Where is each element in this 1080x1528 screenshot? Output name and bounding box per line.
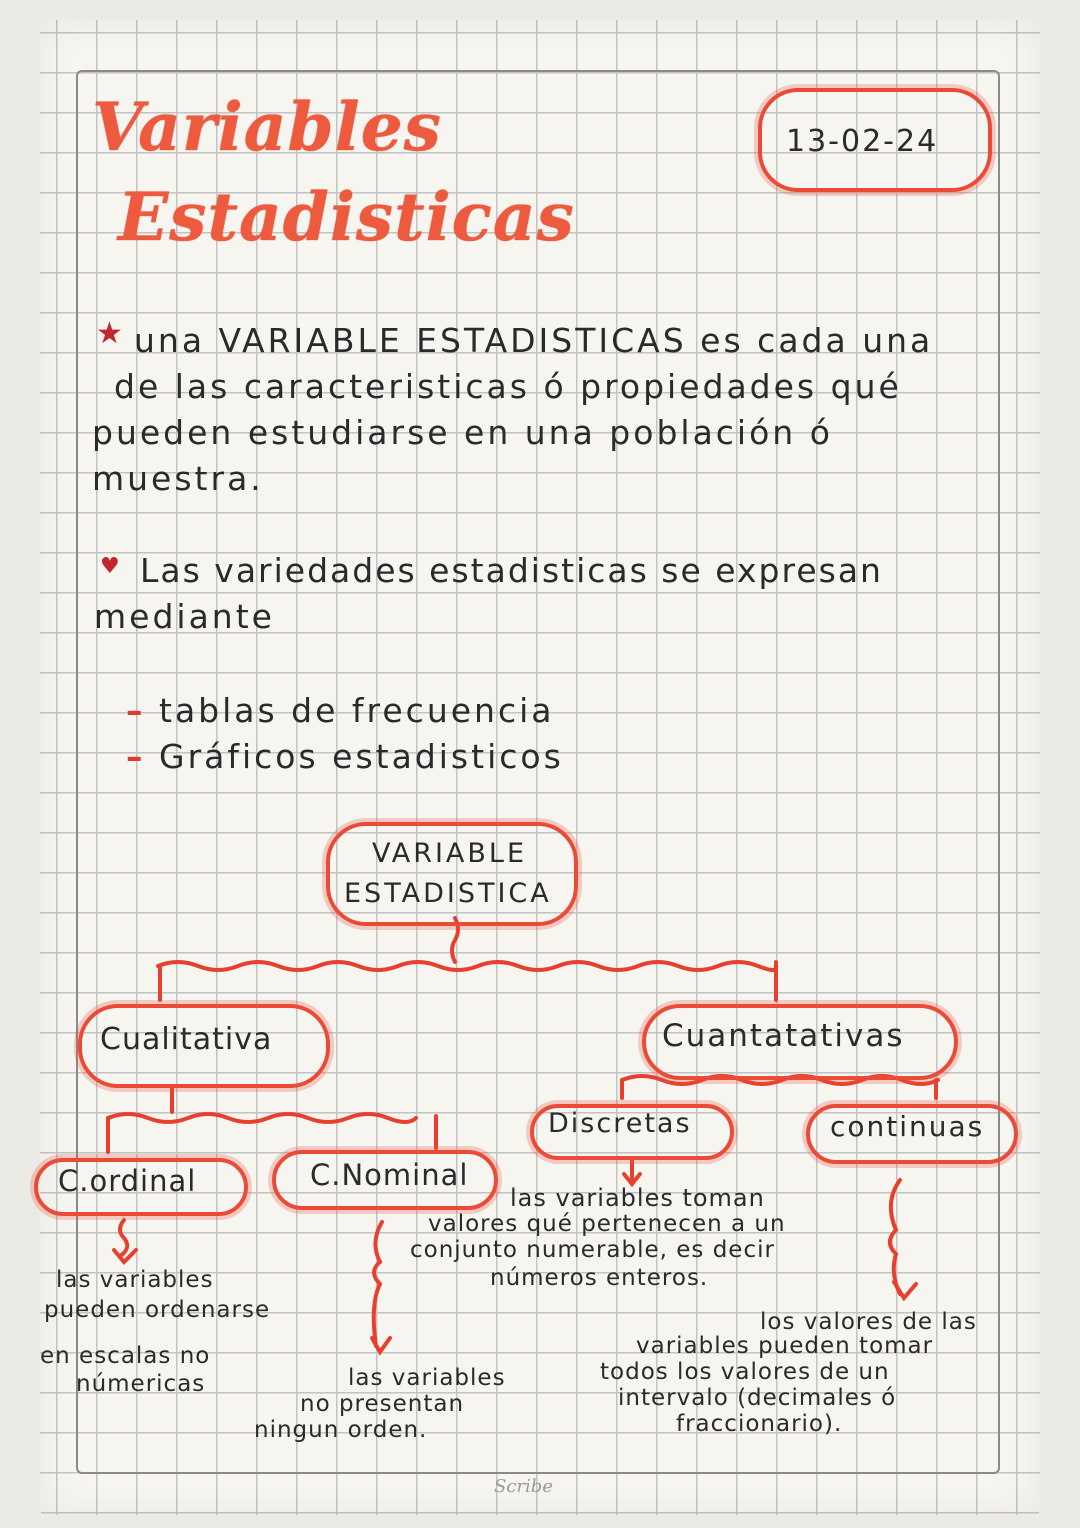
continuous-description-line-1: los valores de las [760, 1309, 977, 1335]
root-node-line-2: ESTADISTICA [344, 878, 552, 909]
continuous-description-line-4: intervalo (decimales ó [618, 1385, 897, 1411]
list-item-2-text: Gráficos estadisticos [159, 737, 564, 776]
nominal-description-line-3: ningun orden. [254, 1417, 428, 1443]
ordinal-description-line-3: en escalas no [40, 1343, 211, 1369]
title-line-1: Variables [92, 88, 442, 166]
qualitative-node-label: Cualitativa [100, 1022, 273, 1057]
root-node-line-1: VARIABLE [372, 838, 528, 869]
definition-line-1: una VARIABLE ESTADISTICAS es cada una [134, 321, 934, 360]
nominal-description-line-1: las variables [348, 1365, 506, 1391]
continuous-node-label: continuas [830, 1110, 985, 1143]
ordinal-description-line-4: númericas [76, 1371, 206, 1397]
continuous-description-line-2: variables pueden tomar [636, 1333, 934, 1359]
discrete-description-line-3: conjunto numerable, es decir [410, 1237, 775, 1263]
discrete-description-line-1: las variables toman [510, 1184, 765, 1212]
date-text: 13-02-24 [786, 124, 939, 159]
ordinal-description-line-1: las variables [56, 1267, 214, 1293]
nominal-node-label: C.Nominal [310, 1158, 469, 1192]
ordinal-description-line-2: pueden ordenarse [44, 1297, 271, 1323]
footer-brand: Scribe [494, 1476, 553, 1497]
dash-icon: – [126, 691, 146, 730]
definition-line-4: muestra. [92, 459, 264, 498]
continuous-description-line-5: fraccionario). [676, 1411, 843, 1437]
ordinal-node-label: C.ordinal [58, 1164, 197, 1198]
definition-line-3: pueden estudiarse en una población ó [92, 413, 833, 452]
continuous-description-line-3: todos los valores de un [600, 1359, 890, 1385]
expression-line-1: Las variedades estadisticas se expresan [140, 551, 883, 590]
quantitative-node-label: Cuantatativas [662, 1018, 905, 1054]
star-icon: ★ [96, 316, 123, 351]
discrete-description-line-2: valores qué pertenecen a un [428, 1211, 786, 1237]
discrete-node-label: Discretas [548, 1108, 692, 1139]
expression-line-2: mediante [94, 597, 275, 636]
list-item-1-text: tablas de frecuencia [159, 691, 555, 730]
dash-icon: – [126, 737, 146, 776]
title-line-2: Estadisticas [118, 178, 575, 256]
definition-line-2: de las caracteristicas ó propiedades qué [114, 367, 902, 406]
heart-icon: ♥ [100, 554, 120, 579]
discrete-description-line-4: números enteros. [490, 1265, 709, 1291]
nominal-description-line-2: no presentan [300, 1391, 465, 1417]
